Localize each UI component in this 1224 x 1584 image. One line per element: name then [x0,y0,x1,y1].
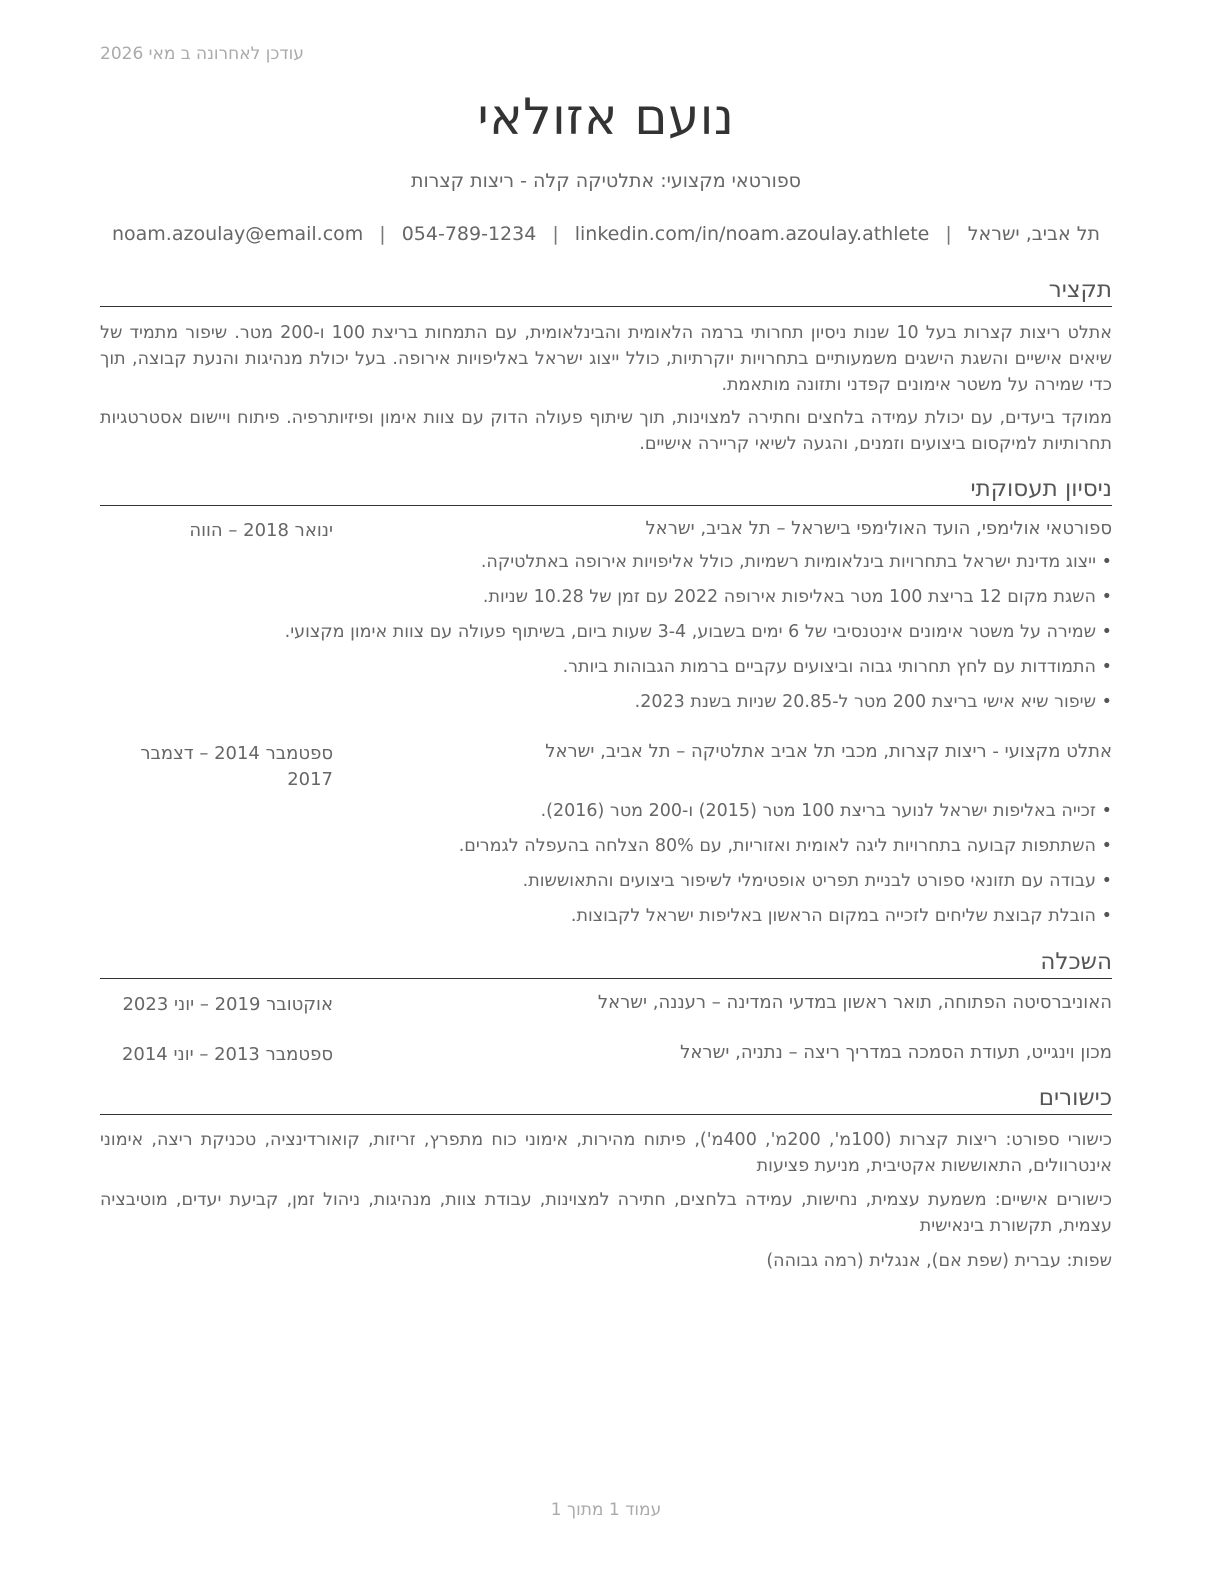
education-dates: אוקטובר 2019 – יוני 2023 [122,994,333,1015]
job-organization: אתלט מקצועי - ריצות קצרות, מכבי תל אביב אתלטיקה – תל אביב, ישראל [545,741,1112,762]
list-item: • ייצוג מדינת ישראל בתחרויות בינלאומיות רשמיות, כולל אליפויות אירופה באתלטיקה. [100,549,1112,584]
contact-location: תל אביב, ישראל [967,223,1101,245]
list-item: • השגת מקום 12 בריצת 100 מטר באליפות אירופה 2022 עם זמן של 10.28 שניות. [100,584,1112,619]
education-item [100,992,1112,1022]
contact-separator: | [552,223,559,245]
education-institution: מכון וינגייט, תעודת הסמכה במדריך ריצה – נתניה, ישראל [680,1042,1112,1063]
list-item: • הובלת קבוצת שליחים לזכייה במקום הראשון באליפות ישראל לקבוצות. [100,903,1112,938]
candidate-name: נועם אזולאי [477,88,735,146]
section-title-experience: ניסיון תעסוקתי [100,475,1112,506]
summary-paragraph: ממוקד ביעדים, עם יכולת עמידה בלחצים וחתירה למצוינות, תוך שיתוף פעולה הדוק עם צוות אימון ופיזיותרפיה. פיתוח ויישום אסטרטגיות תחרותיות למיקסום ביצועים וזמנים, והגעה לשיאי קריירה אישיים. [100,408,1112,454]
section-title-skills: כישורים [100,1084,1112,1115]
job-bullet-list [100,549,1112,724]
job-dates: ספטמבר 2014 – דצמבר 2017 [140,743,333,790]
section-title-education: השכלה [100,948,1112,979]
list-item: • עבודה עם תזונאי ספורט לבניית תפריט אופטימלי לשיפור ביצועים והתאוששות. [100,868,1112,903]
job-header [100,741,1112,795]
candidate-subtitle: ספורטאי מקצועי: אתלטיקה קלה - ריצות קצרות [410,170,802,192]
education-item [100,1042,1112,1072]
contact-separator: | [379,223,386,245]
list-item: • שיפור שיא אישי בריצת 200 מטר ל-20.85 שניות בשנת 2023. [100,689,1112,724]
page-number: עמוד 1 מתוך 1 [550,1500,662,1520]
list-item: • התמודדות עם לחץ תחרותי גבוה וביצועים עקביים ברמות הגבוהות ביותר. [100,654,1112,689]
contact-email[interactable]: noam.azoulay@email.com [111,223,364,245]
list-item: • שמירה על משטר אימונים אינטנסיבי של 6 ימים בשבוע, 3-4 שעות ביום, בשיתוף פעולה עם צוות אימון מקצועי. [100,619,1112,654]
contact-line [100,223,1112,245]
skills-line: כישורים אישיים: משמעת עצמית, נחישות, עמידה בלחצים, חתירה למצוינות, עבודת צוות, מנהיגות, ניהול זמן, קביעת יעדים, מוטיבציה עצמית, תקשורת בינאישית [100,1190,1112,1236]
contact-linkedin[interactable]: linkedin.com/in/noam.azoulay.athlete [574,223,930,245]
education-dates: ספטמבר 2013 – יוני 2014 [121,1044,333,1065]
education-institution: האוניברסיטה הפתוחה, תואר ראשון במדעי המדינה – רעננה, ישראל [597,992,1112,1013]
job-organization: ספורטאי אולימפי, הועד האולימפי בישראל – תל אביב, ישראל [645,518,1112,539]
summary-paragraph: אתלט ריצות קצרות בעל 10 שנות ניסיון תחרותי ברמה הלאומית והבינלאומית, עם התמחות בריצת 100 ו-200 מטר. שיפור מתמיד של שיאים אישיים והשגת הישגים משמעותיים בתחרויות יוקרתיות, כולל ייצוג ישראל באליפויות אירופה. בעל יכולת מנהיגות והנעת קבוצה, תוך כדי שמירה על משטר אימונים קפדני ותזונה מותאמת. [100,323,1112,395]
contact-separator: | [945,223,952,245]
skills-line: שפות: עברית (שפת אם), אנגלית (רמה גבוהה) [766,1251,1112,1271]
list-item: • השתתפות קבועה בתחרויות ליגה לאומית ואזוריות, עם 80% הצלחה בהעפלה לגמרים. [100,833,1112,868]
job-header [100,518,1112,548]
job-bullet-list [100,798,1112,938]
skills-line: כישורי ספורט: ריצות קצרות (100מ', 200מ', 400מ'), פיתוח מהירות, אימוני כוח מתפרץ, זריזות, קואורדינציה, טכניקת ריצה, אימוני אינטרוולים, התאוששות אקטיבית, מניעת פציעות [100,1130,1112,1176]
resume-page [100,0,1112,1584]
job-dates: ינואר 2018 – הווה [189,520,333,541]
section-title-summary: תקציר [100,276,1112,307]
contact-phone[interactable]: 054-789-1234 [401,223,537,245]
last-updated: עודכן לאחרונה ב מאי 2026 [100,44,304,64]
list-item: • זכייה באליפות ישראל לנוער בריצת 100 מטר (2015) ו-200 מטר (2016). [100,798,1112,833]
